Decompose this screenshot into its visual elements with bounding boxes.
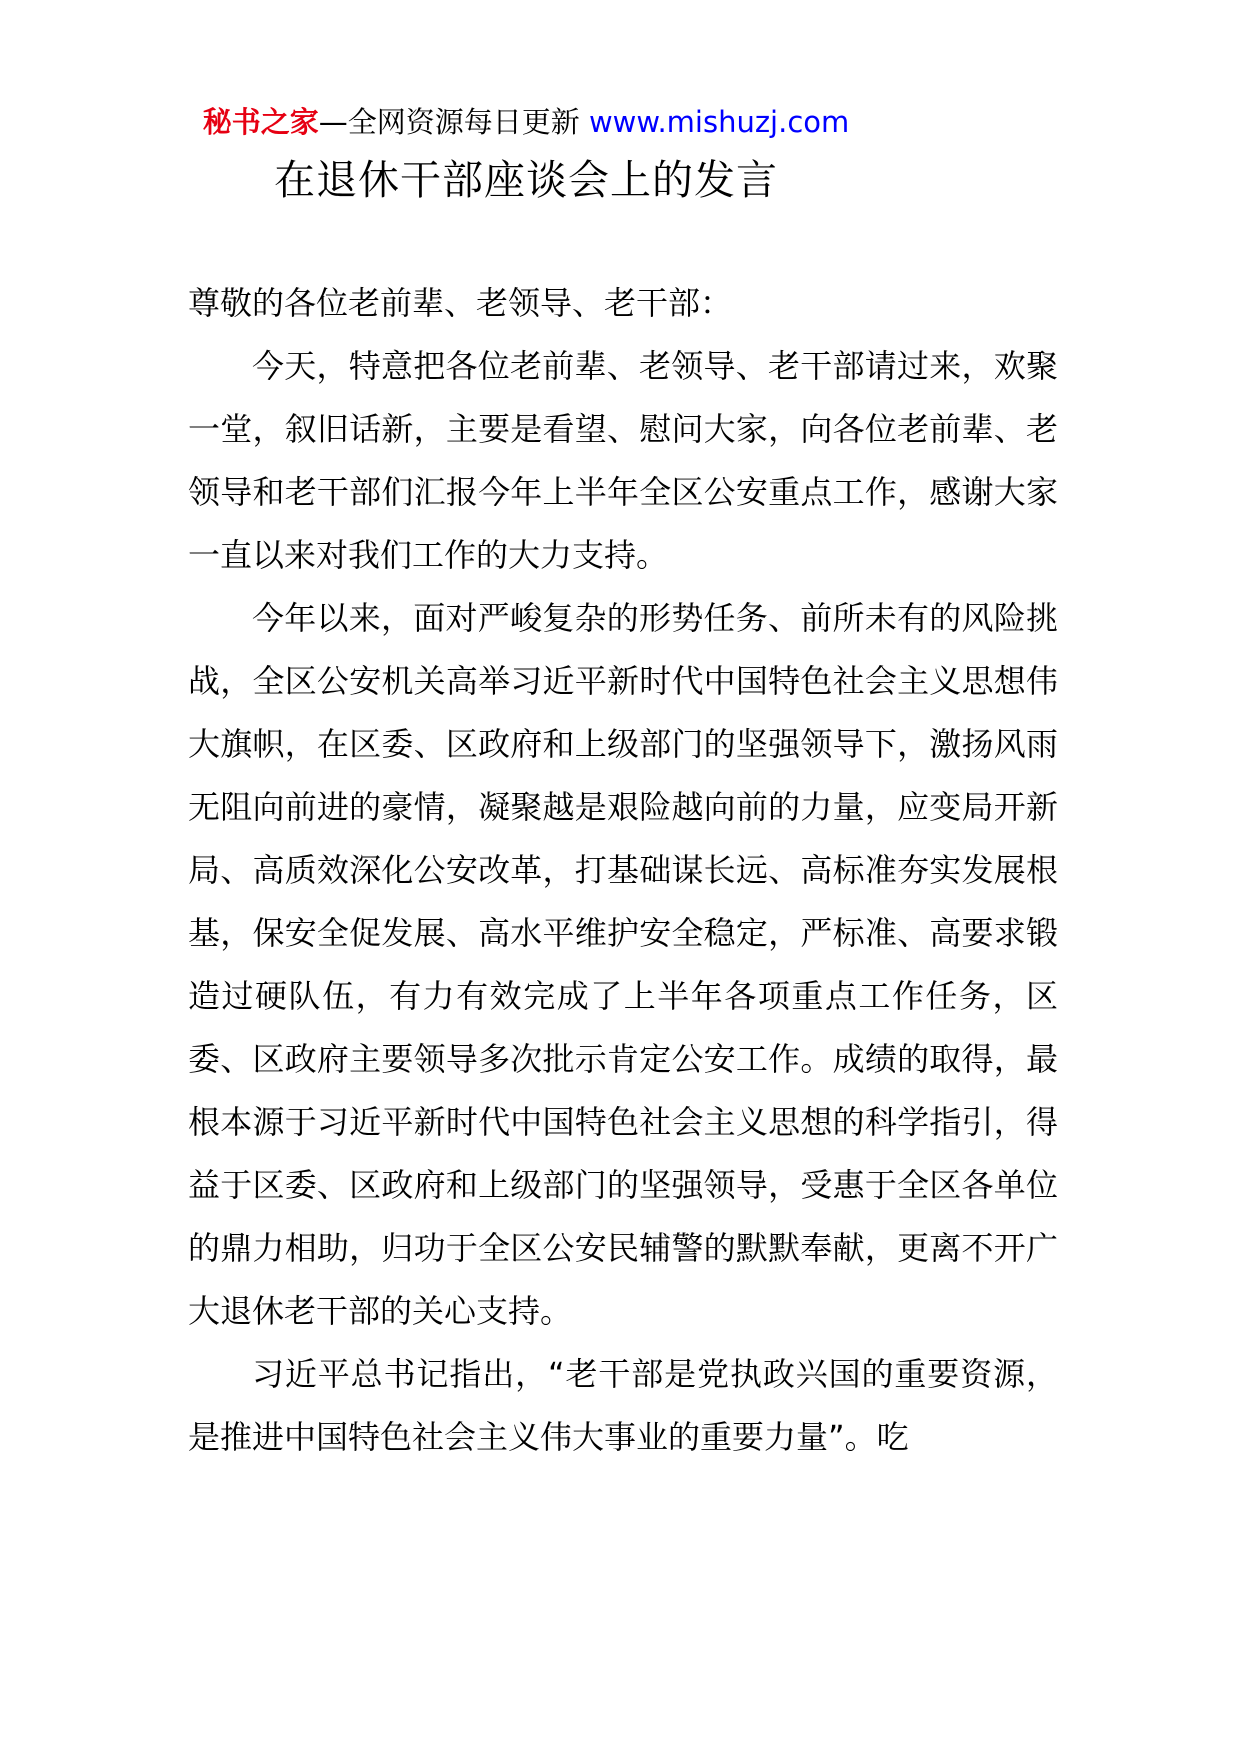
site-url-link[interactable]: www.mishuzj.com — [588, 105, 850, 139]
site-header — [0, 0, 1052, 140]
salutation: 尊敬的各位老前辈、老领导、老干部： — [188, 284, 733, 322]
paragraph: 习近平总书记指出，“老干部是党执政兴国的重要资源，是推进中国特色社会主义伟大事业的重要力量”。吃 — [188, 1355, 1058, 1456]
document-body — [188, 272, 1058, 1469]
paragraph: 今年以来，面对严峻复杂的形势任务、前所未有的风险挑战，全区公安机关高举习近平新时代中国特色社会主义思想伟大旗帜，在区委、区政府和上级部门的坚强领导下，激扬风雨无阻向前进的豪情，凝聚越是艰险越向前的力量，应变局开新局、高质效深化公安改革，打基础谋长远、高标准夯实发展根基，保安全促发展、高水平维护安全稳定，严标准、高要求锻造过硬队伍，有力有效完成了上半年各项重点工作任务，区委、区政府主要领导多次批示肯定公安工作。成绩的取得，最根本源于习近平新时代中国特色社会主义思想的科学指引，得益于区委、区政府和上级部门的坚强领导，受惠于全区各单位的鼎力相助，归功于全区公安民辅警的默默奉献，更离不开广大退休老干部的关心支持。 — [188, 599, 1058, 1330]
site-tagline: —全网资源每日更新 — [318, 105, 580, 139]
paragraph: 今天，特意把各位老前辈、老领导、老干部请过来，欢聚一堂，叙旧话新，主要是看望、慰问大家，向各位老前辈、老领导和老干部们汇报今年上半年全区公安重点工作，感谢大家一直以来对我们工作的大力支持。 — [188, 347, 1058, 574]
document-title: 在退休干部座谈会上的发言 — [274, 156, 778, 204]
site-brand: 秘书之家 — [202, 105, 319, 139]
